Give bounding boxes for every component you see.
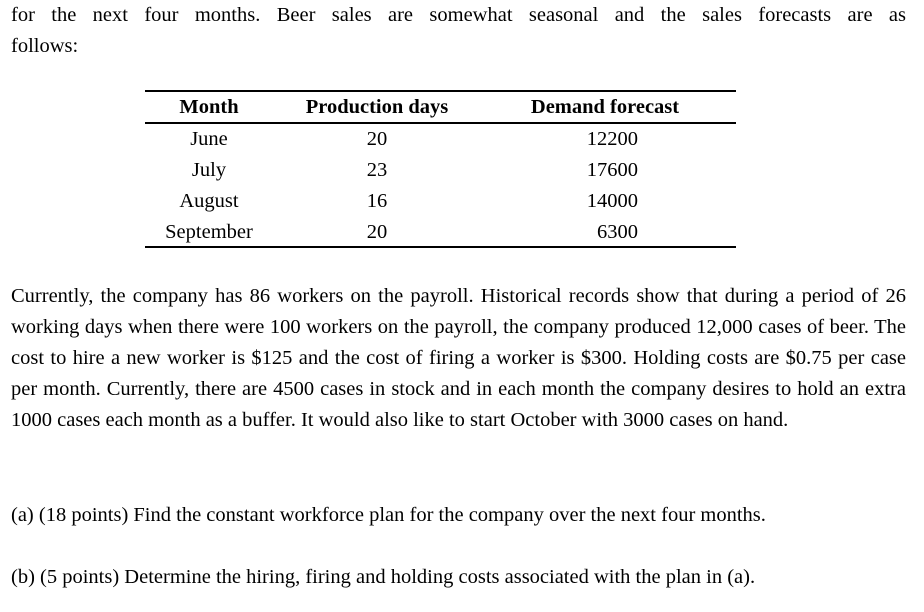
question-b: (b) (5 points) Determine the hiring, firing and holding costs associated with the plan in (a).: [11, 566, 756, 588]
cell-demand-forecast: 17600: [586, 159, 638, 181]
intro-line-2: follows:: [11, 35, 79, 57]
header-demand-forecast: Demand forecast: [530, 96, 680, 118]
forecast-table: [145, 87, 736, 249]
cell-month: September: [165, 221, 253, 243]
header-month: Month: [179, 96, 239, 118]
intro-line-1: for the next four months. Beer sales are somewhat seasonal and the sales forecasts are as: [11, 4, 906, 26]
cell-demand-forecast: 12200: [586, 128, 638, 150]
cell-month: July: [191, 159, 227, 181]
cell-production-days: 23: [366, 159, 388, 181]
cell-production-days: 16: [366, 190, 388, 212]
question-a: (a) (18 points) Find the constant workforce plan for the company over the next four months.: [11, 504, 766, 526]
table-header-rule: [145, 122, 736, 124]
cell-demand-forecast: 6300: [597, 221, 638, 243]
table-top-rule: [145, 90, 736, 92]
cell-production-days: 20: [366, 221, 388, 243]
cell-demand-forecast: 14000: [586, 190, 638, 212]
cell-month: June: [190, 128, 228, 150]
header-production-days: Production days: [305, 96, 449, 118]
cell-month: August: [179, 190, 239, 212]
body-paragraph: Currently, the company has 86 workers on the payroll. Historical records show that during a period of 26 working days when there were 100 workers on the payroll, the company produced 12,000 cases of beer. The cost to hire a new worker is $125 and the cost of firing a worker is $300. Holding costs are $0.75 per case per month. Currently, there are 4500 cases in stock and in each month the company desires to hold an extra 1000 cases each month as a buffer. It would also like to start October with 3000 cases on hand.: [11, 285, 906, 431]
intro-paragraph: [11, 0, 906, 62]
cell-production-days: 20: [366, 128, 388, 150]
table-bottom-rule: [145, 246, 736, 248]
